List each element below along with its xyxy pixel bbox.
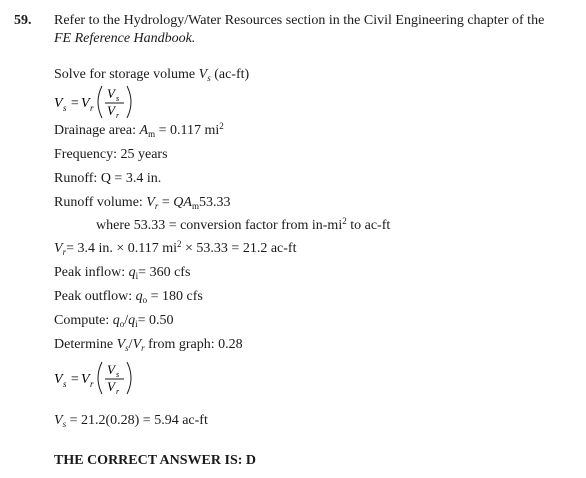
solve-var: V (198, 67, 208, 82)
peak-outflow-value: = 180 cfs (147, 289, 203, 304)
determine-sub2: r (141, 343, 145, 353)
runoff-value: Q = 3.4 in. (97, 171, 162, 186)
conversion-sup: 2 (342, 216, 347, 226)
determine-sub1: s (125, 343, 129, 353)
formula2-eq: = (70, 372, 80, 387)
formula2-lhs-var: V (54, 372, 63, 387)
formula2-left-paren (98, 362, 102, 394)
formula-left-paren (98, 86, 102, 118)
final-sub: s (62, 419, 67, 429)
runoff-line (54, 170, 161, 188)
formula-eq: = (70, 96, 80, 111)
question-intro-line2: FE Reference Handbook. (54, 31, 196, 46)
formula-den-sub: r (116, 111, 120, 120)
compute-label: Compute: (54, 313, 110, 328)
formula-num-var: V (107, 86, 115, 101)
peak-inflow-line (54, 264, 190, 282)
determine-tail: from graph: 0.28 (148, 337, 243, 352)
correct-answer: THE CORRECT ANSWER IS: D (54, 453, 257, 468)
determine-slash: / (128, 337, 133, 352)
solve-unit: (ac-ft) (210, 67, 250, 82)
formula-num-sub: s (116, 94, 120, 103)
vr-calc-sub: r (62, 247, 67, 257)
runoff-volume-expr-sub: m (191, 201, 199, 211)
determine-label: Determine (54, 337, 114, 352)
formula-lhs-sub: s (63, 103, 67, 113)
determine-var1: V (116, 337, 126, 352)
vr-calc-sup: 2 (177, 239, 182, 249)
formula-lhs-var: V (54, 96, 63, 111)
formula2-rhs-sub: r (90, 379, 94, 389)
formula2-right-paren (127, 362, 131, 394)
question-number: 59. (14, 13, 32, 28)
compute-sub1: o (119, 319, 125, 329)
peak-inflow-var: q (128, 265, 136, 280)
runoff-volume-eq: = (158, 195, 174, 210)
drainage-var: A (139, 123, 149, 138)
peak-outflow-sub: o (142, 295, 148, 305)
drainage-value: = 0.117 mi (155, 123, 220, 138)
drainage-area-line (54, 122, 224, 140)
final-result-line (54, 412, 208, 430)
peak-outflow-var: q (135, 289, 143, 304)
formula2-rhs-var: V (81, 372, 90, 387)
frequency-value: 25 years (116, 147, 168, 162)
drainage-sub: m (148, 129, 156, 139)
runoff-volume-tail: 53.33 (198, 195, 231, 210)
final-var: V (54, 413, 63, 428)
conversion-tail: to ac-ft (346, 218, 391, 233)
formula2-den-sub: r (116, 387, 120, 396)
runoff-volume-label: Runoff volume: (54, 195, 143, 210)
formula-rhs-sub: r (90, 103, 94, 113)
compute-var2: q (128, 313, 136, 328)
compute-sub2: i (135, 319, 138, 329)
formula2-num-var: V (107, 362, 115, 377)
vr-calc-text2: × 53.33 = 21.2 ac-ft (181, 241, 297, 256)
runoff-volume-expr: QA (173, 195, 192, 210)
drainage-label: Drainage area: (54, 123, 136, 138)
formula2-lhs-sub: s (63, 379, 67, 389)
peak-inflow-value: = 360 cfs (138, 265, 191, 280)
formula-den-var: V (107, 103, 115, 118)
conversion-text: where 53.33 = conversion factor from in-mi (96, 218, 343, 233)
solve-sub: s (207, 73, 211, 83)
question-intro-line1: Refer to the Hydrology/Water Resources section in the Civil Engineering chapter of the (54, 13, 545, 28)
frequency-label: Frequency: (54, 147, 117, 162)
determine-var2: V (132, 337, 142, 352)
frequency-line (54, 146, 168, 164)
conversion-line (96, 217, 390, 235)
peak-outflow-label: Peak outflow: (54, 289, 133, 304)
runoff-volume-sub: r (154, 201, 159, 211)
formula-rhs-var: V (81, 96, 90, 111)
compute-line (54, 312, 174, 330)
peak-outflow-line (54, 288, 203, 306)
solve-label: Solve for storage volume (54, 67, 196, 82)
formula2-num-sub: s (116, 370, 120, 379)
drainage-sup: 2 (219, 121, 224, 131)
determine-line (54, 336, 243, 354)
final-text: = 21.2(0.28) = 5.94 ac-ft (66, 413, 208, 428)
vr-calculation-line (54, 240, 296, 258)
formula-right-paren (127, 86, 131, 118)
runoff-volume-var: V (146, 195, 155, 210)
peak-inflow-label: Peak inflow: (54, 265, 126, 280)
storage-formula-1 (54, 82, 144, 122)
compute-var1: q (112, 313, 120, 328)
runoff-label: Runoff: (54, 171, 98, 186)
runoff-volume-line (54, 194, 230, 212)
storage-formula-2 (54, 358, 144, 398)
compute-value: = 0.50 (137, 313, 174, 328)
formula2-den-var: V (107, 379, 115, 394)
peak-inflow-sub: i (135, 271, 139, 281)
vr-calc-text1: = 3.4 in. × 0.117 mi (66, 241, 178, 256)
vr-calc-var: V (54, 241, 63, 256)
compute-slash: / (124, 313, 129, 328)
